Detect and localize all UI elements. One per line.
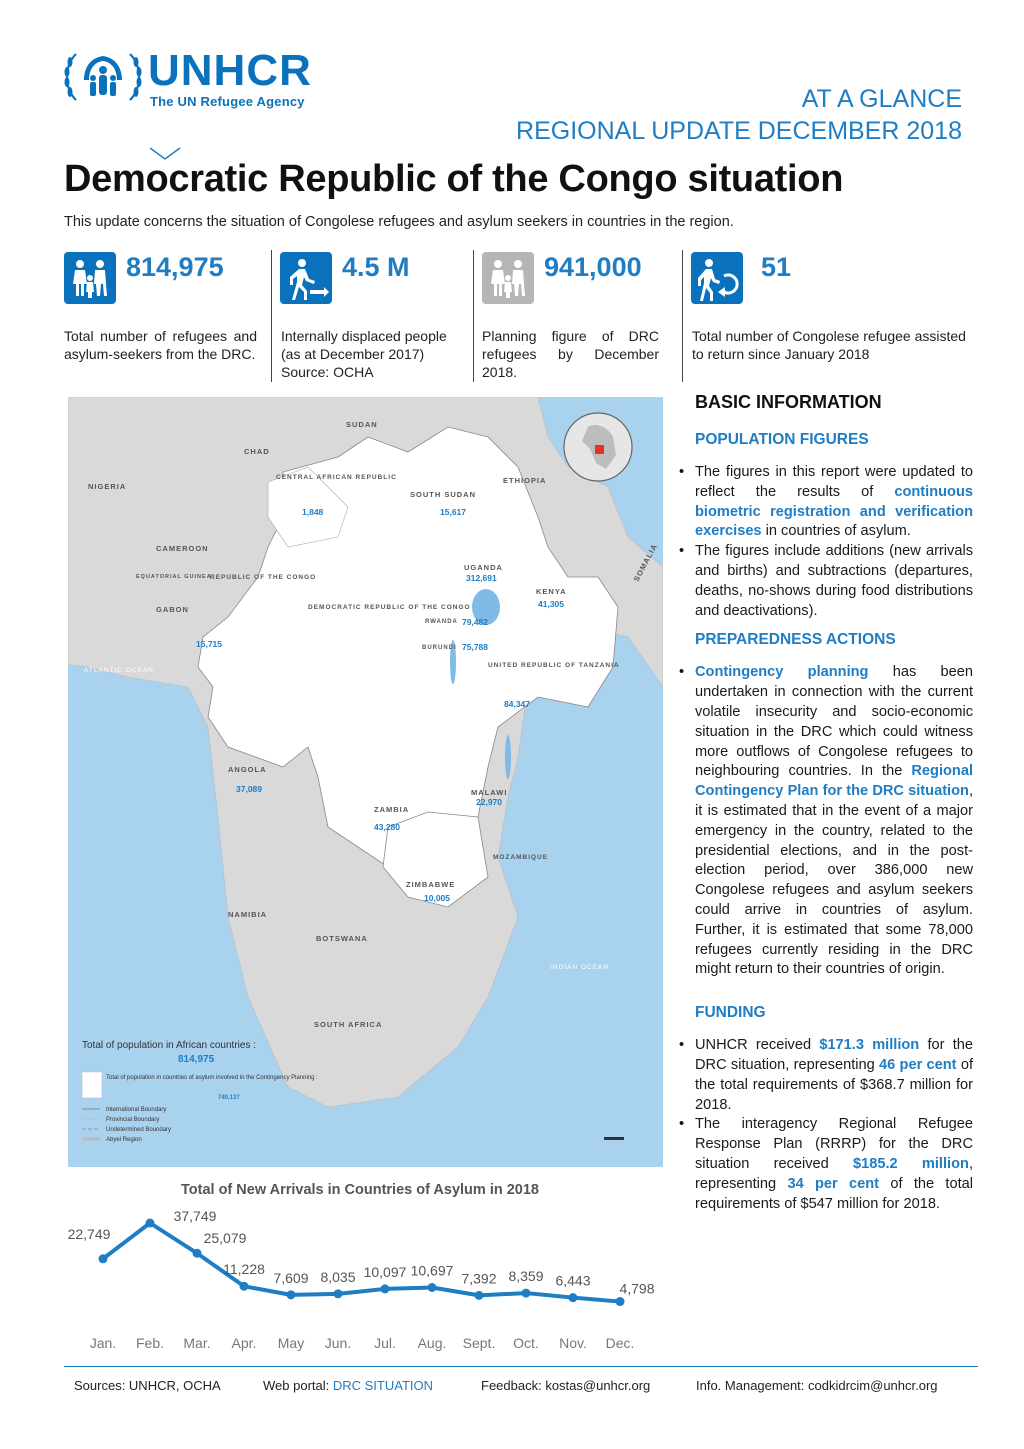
basic-information-panel [695, 392, 973, 1214]
map-figure-south-sudan: 15,617 [440, 507, 466, 517]
unhcr-emblem-icon [62, 48, 144, 110]
legend-item: Provincial Boundary [106, 1117, 160, 1123]
list-item: • The interagency Regional Refugee Response Plan (RRRP) for the DRC situation received $185.2 million, representing 34 per cent of the total requirements of $547 million for 2018. [695, 1115, 973, 1214]
stat-icon-box [691, 252, 743, 304]
map-label-cameroon: CAMEROON [156, 544, 209, 553]
footer-divider [64, 1366, 978, 1367]
footer-feedback[interactable]: Feedback: kostas@unhcr.org [481, 1378, 651, 1393]
x-tick-label: Oct. [513, 1335, 539, 1351]
legend-planning-value: 740,137 [218, 1095, 240, 1101]
x-tick-label: Jan. [89, 1335, 117, 1351]
data-label: 7,392 [461, 1270, 497, 1287]
map-label-somalia: SOMALIA [631, 541, 660, 583]
data-point [334, 1289, 343, 1298]
map-label-eq-guinea: EQUATORIAL GUINEA [136, 574, 212, 580]
legend-item: Undetermined Boundary [106, 1127, 172, 1133]
preparedness-heading: PREPAREDNESS ACTIONS [695, 631, 896, 649]
map-label-zimbabwe: ZIMBABWE [406, 880, 456, 889]
preparedness-list [695, 663, 973, 980]
series-line [103, 1223, 620, 1302]
data-point [569, 1293, 578, 1302]
map-figure-angola: 37,089 [236, 784, 262, 794]
data-label: 25,079 [203, 1230, 247, 1247]
chart-title: Total of New Arrivals in Countries of Asylum in 2018 [180, 1182, 540, 1198]
stat-return-value: 51 [761, 252, 792, 282]
stat-return-desc: Total number of Congolese refugee assisted to return since January 2018 [692, 328, 966, 362]
list-item: • The figures include additions (new arrivals and births) and subtractions (departures, deaths, no-shows during food distributions and deactivations). [695, 542, 973, 621]
legend-total-label: Total of population in African countries : [82, 1040, 256, 1051]
legend-planning-label: Total of population in countries of asylum involved in the Contingency Planning : [106, 1075, 318, 1081]
regional-contingency-plan-link[interactable]: Regional Contingency Plan for the DRC situation [695, 763, 973, 800]
map-label-mozambique: MOZAMBIQUE [493, 854, 549, 861]
list-item: • The figures in this report were updated to reflect the results of continuous biometric registration and verification exercises in countries of asylum. [695, 463, 973, 542]
data-point [522, 1289, 531, 1298]
intro-text: This update concerns the situation of Congolese refugees and asylum seekers in countries in the region. [64, 214, 734, 230]
data-label: 10,097 [363, 1263, 407, 1280]
x-tick-label: Jul. [374, 1335, 396, 1351]
at-a-glance-label: AT A GLANCE [801, 85, 962, 113]
scale-bar [604, 1137, 624, 1140]
data-label: 22,749 [67, 1225, 111, 1242]
stat-icon-box [482, 252, 534, 304]
map-figure-zambia: 43,280 [374, 822, 400, 832]
data-point [146, 1219, 155, 1228]
map-label-burundi: BURUNDI [422, 645, 457, 651]
x-tick-label: Apr. [231, 1335, 257, 1351]
stat-idp-desc: Internally displaced people (as at December 2017) Source: OCHA [281, 328, 447, 380]
map-figure-roc: 15,715 [196, 639, 222, 649]
map-label-zambia: ZAMBIA [374, 805, 410, 814]
x-tick-label: Nov. [559, 1335, 587, 1351]
map-label-roc: REPUBLIC OF THE CONGO [210, 574, 317, 581]
x-tick-label: Jun. [324, 1335, 352, 1351]
data-point [616, 1297, 625, 1306]
x-tick-label: Feb. [135, 1335, 165, 1351]
map-figure-car: 1,848 [302, 507, 324, 517]
return-icon [691, 252, 743, 304]
footer-sources: Sources: UNHCR, OCHA [74, 1378, 221, 1393]
map-label-namibia: NAMIBIA [228, 910, 268, 919]
logo-wordmark: UNHCR [148, 46, 312, 95]
stat-planning-value: 941,000 [544, 252, 642, 282]
population-list [695, 463, 973, 621]
page-title: Democratic Republic of the Congo situation [64, 158, 844, 200]
map-label-tanzania: UNITED REPUBLIC OF TANZANIA [488, 662, 620, 669]
map-figure-rwanda: 79,482 [462, 617, 488, 627]
map-label-chad: CHAD [244, 447, 270, 456]
data-point [99, 1254, 108, 1263]
stat-icon-box [64, 252, 116, 304]
map-label-indian: INDIAN OCEAN [550, 964, 609, 971]
list-item: • Contingency planning has been undertaken in connection with the current volatile insecurity and socio-economic situation in the DRC which could witness more outflows of Congolese refugees to neighbouring countries. In the Regional Contingency Plan for the DRC situation, it is estimated that in the event of a major emergency in the country, related to the presidential elections, and in the post-election period, over 386,000 new Congolese refugees and asylum seekers could arrive in countries of asylum. Further, it is estimated that some 78,000 refugees currently residing in the DRC might return to their countries of origin. [695, 663, 973, 980]
data-label: 37,749 [173, 1208, 217, 1224]
data-label: 8,359 [508, 1268, 544, 1285]
map-label-kenya: KENYA [536, 587, 567, 596]
data-point [193, 1249, 202, 1258]
data-point [475, 1291, 484, 1300]
regional-update-label: REGIONAL UPDATE DECEMBER 2018 [516, 117, 962, 145]
legend-total-value: 814,975 [178, 1054, 215, 1065]
map-figure-kenya: 41,305 [538, 599, 564, 609]
basic-info-heading: BASIC INFORMATION [695, 392, 882, 412]
footer-info-management[interactable]: Info. Management: codkidrcim@unhcr.org [696, 1378, 938, 1393]
data-point [240, 1282, 249, 1291]
footer-portal: Web portal: DRC SITUATION [263, 1378, 434, 1393]
regional-map [68, 397, 663, 1167]
map-label-car: CENTRAL AFRICAN REPUBLIC [276, 474, 397, 481]
funding-heading: FUNDING [695, 1004, 766, 1022]
map-label-ethiopia: ETHIOPIA [503, 476, 547, 485]
map-label-sudan: SUDAN [346, 420, 378, 429]
divider [682, 250, 683, 382]
legend-swatch [82, 1072, 102, 1098]
x-tick-label: Sept. [462, 1335, 496, 1351]
data-label: 4,798 [619, 1280, 655, 1297]
data-label: 8,035 [320, 1268, 356, 1285]
map-label-botswana: BOTSWANA [316, 934, 368, 943]
map-label-south-africa: SOUTH AFRICA [314, 1020, 383, 1029]
lake-malawi [505, 735, 511, 779]
family-gray-icon [482, 252, 534, 304]
globe-inset [564, 413, 632, 481]
map-label-atlantic: ATLANTIC OCEAN [84, 667, 154, 674]
stat-refugees-value: 814,975 [126, 252, 224, 282]
data-label: 6,443 [555, 1272, 591, 1289]
data-point [287, 1290, 296, 1299]
map-label-rwanda: RWANDA [425, 619, 458, 625]
map-label-south-sudan: SOUTH SUDAN [410, 490, 477, 499]
x-tick-label: Mar. [183, 1335, 211, 1351]
stat-idp-value: 4.5 M [342, 252, 410, 282]
funding-list [695, 1036, 973, 1214]
divider [473, 250, 474, 382]
legend-item: International Boundary [106, 1107, 167, 1113]
map-label-nigeria: NIGERIA [88, 482, 127, 491]
new-arrivals-chart [60, 1175, 660, 1357]
data-label: 11,228 [223, 1261, 265, 1278]
map-figure-malawi: 22,970 [476, 797, 502, 807]
map-label-drc: DEMOCRATIC REPUBLIC OF THE CONGO [308, 604, 471, 611]
x-tick-label: Aug. [417, 1335, 447, 1351]
displaced-person-icon [280, 252, 332, 304]
divider [271, 250, 272, 382]
family-icon [64, 252, 116, 304]
stat-icon-box [280, 252, 332, 304]
data-label: 10,697 [410, 1262, 454, 1279]
logo-tagline: The UN Refugee Agency [150, 94, 305, 109]
map-label-gabon: GABON [156, 605, 189, 614]
data-label: 7,609 [273, 1269, 309, 1286]
x-tick-label: Dec. [605, 1335, 635, 1351]
map-figure-burundi: 75,788 [462, 642, 488, 652]
map-label-angola: ANGOLA [228, 765, 267, 774]
stat-planning-desc: Planning figure of DRC refugees by December 2018. [482, 328, 659, 380]
map-figure-zimbabwe: 10,005 [424, 893, 450, 903]
x-tick-label: May [277, 1335, 305, 1351]
legend-item: Abyei Region [106, 1137, 142, 1143]
drc-situation-link[interactable]: DRC SITUATION [332, 1378, 434, 1393]
map-label-uganda: UGANDA [464, 563, 503, 572]
contingency-planning-link[interactable]: Contingency planning [695, 664, 869, 681]
map-label-malawi: MALAWI [471, 788, 508, 797]
map-figure-tanzania: 84,347 [504, 699, 530, 709]
list-item: • UNHCR received $171.3 million for the DRC situation, representing 46 per cent of the total requirements of $368.7 million for 2018. [695, 1036, 973, 1115]
population-heading: POPULATION FIGURES [695, 431, 869, 448]
map-figure-uganda: 312,691 [466, 573, 497, 583]
data-point [428, 1283, 437, 1292]
data-point [381, 1284, 390, 1293]
stat-refugees-desc: Total number of refugees and asylum-seekers from the DRC. [64, 328, 257, 362]
